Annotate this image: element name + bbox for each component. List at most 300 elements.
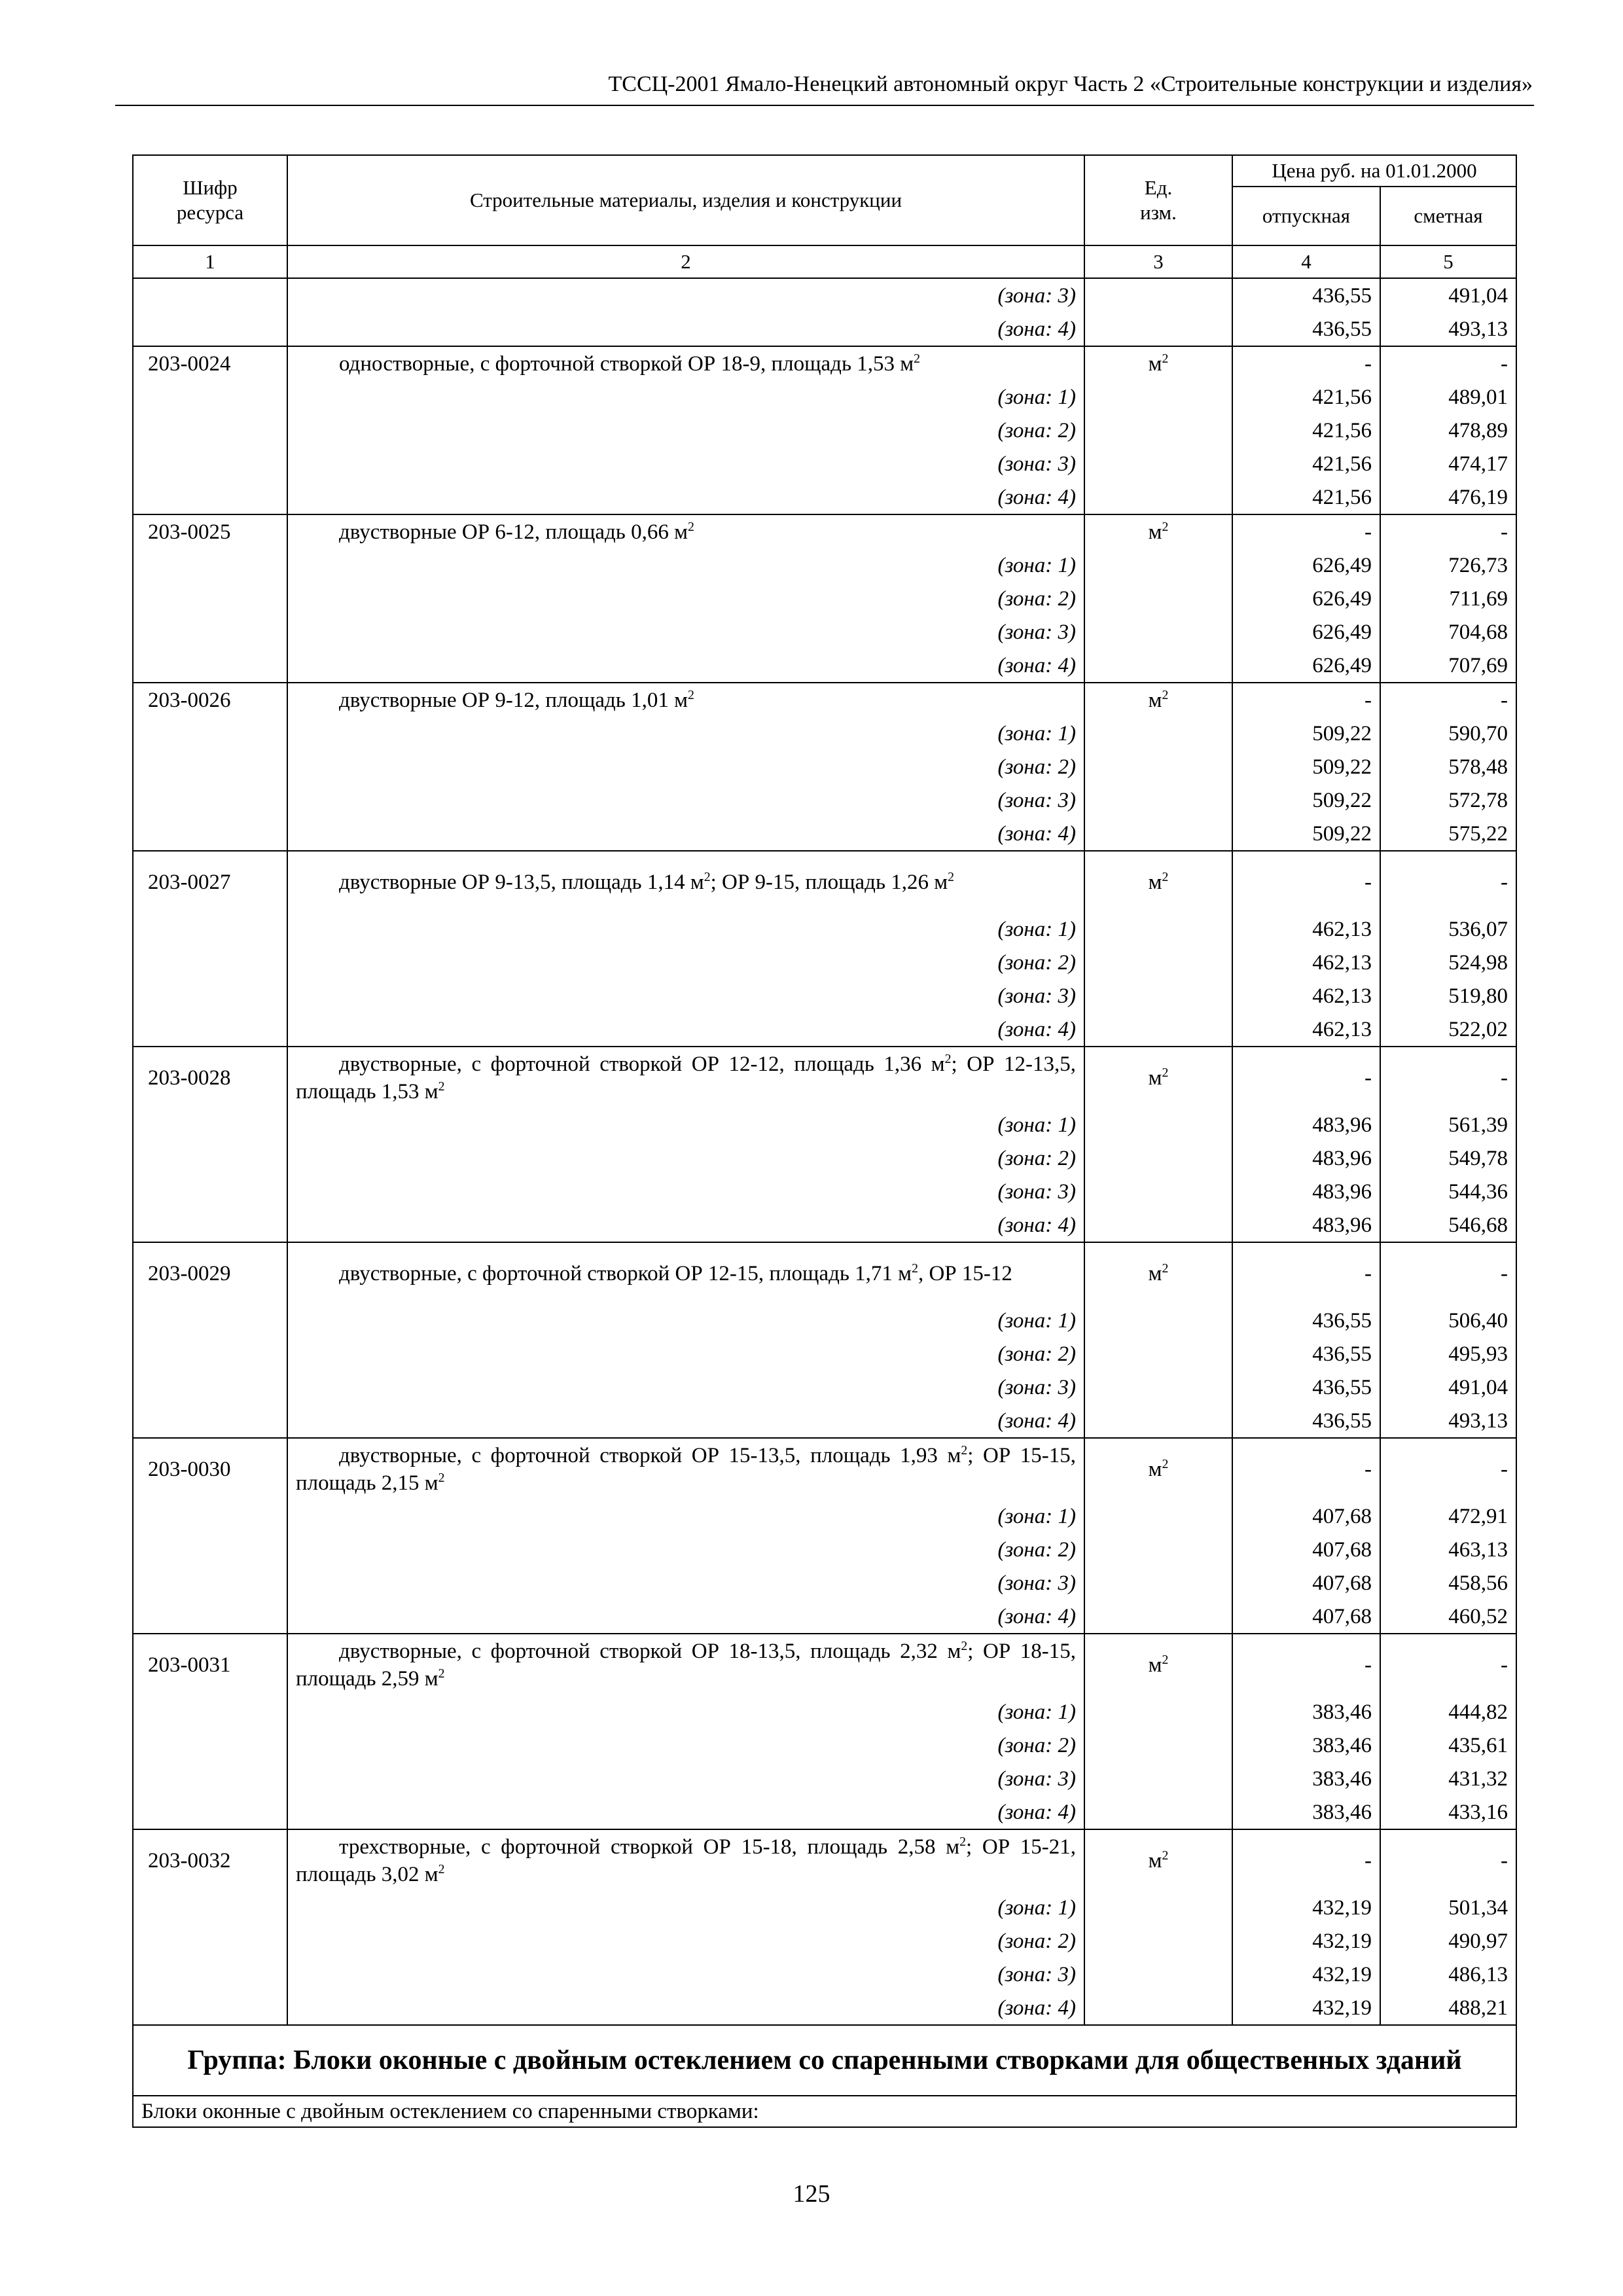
zone-label: (зона: 4) — [287, 1404, 1084, 1438]
release-price: 436,55 — [1232, 1304, 1380, 1337]
estimate-price: 486,13 — [1380, 1958, 1516, 1991]
release-price: - — [1232, 346, 1380, 380]
table-header — [133, 155, 1516, 278]
unit-base: м — [1148, 688, 1162, 712]
zone-row — [133, 1762, 1516, 1795]
superscript: 2 — [914, 351, 921, 366]
zone-row — [133, 1729, 1516, 1762]
column-number: 5 — [1380, 245, 1516, 278]
zone-row — [133, 1566, 1516, 1600]
unit-exponent: 2 — [1162, 1456, 1169, 1471]
release-price: 407,68 — [1232, 1566, 1380, 1600]
estimate-price: 474,17 — [1380, 447, 1516, 480]
table-row — [133, 346, 1516, 380]
zone-label: (зона: 4) — [287, 1208, 1084, 1242]
unit-cell — [1084, 1829, 1232, 1891]
table-row — [133, 851, 1516, 912]
material-description — [287, 1047, 1084, 1108]
unit-cell — [1084, 946, 1232, 979]
code-cell — [133, 1762, 287, 1795]
release-price: 421,56 — [1232, 414, 1380, 447]
group-heading: Группа: Блоки оконные с двойным остеклением со спаренными створками для общественных зданий — [133, 2025, 1516, 2096]
unit-cell — [1084, 1533, 1232, 1566]
zone-label: (зона: 4) — [287, 480, 1084, 514]
zone-row — [133, 912, 1516, 946]
description-text: двустворные, с форточной створкой ОР 18-13,5, площадь 2,32 м — [339, 1639, 961, 1663]
unit-cell — [1084, 1566, 1232, 1600]
unit-base: м — [1148, 1457, 1162, 1481]
release-price: 432,19 — [1232, 1958, 1380, 1991]
release-price: 421,56 — [1232, 380, 1380, 414]
unit-cell — [1084, 683, 1232, 717]
superscript: 2 — [912, 1261, 918, 1276]
unit-cell — [1084, 1924, 1232, 1958]
zone-label: (зона: 2) — [287, 414, 1084, 447]
unit-cell — [1084, 1729, 1232, 1762]
code-cell — [133, 278, 287, 312]
zone-row — [133, 649, 1516, 683]
code-cell — [133, 1533, 287, 1566]
zone-row — [133, 1958, 1516, 1991]
zone-label: (зона: 1) — [287, 380, 1084, 414]
column-number: 2 — [287, 245, 1084, 278]
unit-cell — [1084, 1242, 1232, 1304]
unit-cell — [1084, 278, 1232, 312]
unit-exponent: 2 — [1162, 519, 1169, 534]
zone-label: (зона: 3) — [287, 1762, 1084, 1795]
zone-label: (зона: 2) — [287, 1533, 1084, 1566]
release-price: 407,68 — [1232, 1533, 1380, 1566]
unit-cell — [1084, 1499, 1232, 1533]
release-price: 462,13 — [1232, 979, 1380, 1013]
zone-row — [133, 783, 1516, 817]
estimate-price: 495,93 — [1380, 1337, 1516, 1371]
column-header-code — [133, 155, 287, 245]
code-cell — [133, 1891, 287, 1924]
unit-exponent: 2 — [1162, 869, 1169, 884]
zone-label: (зона: 2) — [287, 1337, 1084, 1371]
unit-cell — [1084, 1371, 1232, 1404]
estimate-price: 590,70 — [1380, 717, 1516, 750]
description-text: ; ОР 15-15, площадь 2,15 м — [296, 1443, 1076, 1495]
unit-base: м — [1148, 870, 1162, 894]
code-cell — [133, 649, 287, 683]
unit-cell — [1084, 1304, 1232, 1337]
resource-code: 203-0032 — [133, 1829, 287, 1891]
unit-cell — [1084, 1695, 1232, 1729]
estimate-price: - — [1380, 683, 1516, 717]
resource-code: 203-0024 — [133, 346, 287, 380]
estimate-price: 433,16 — [1380, 1795, 1516, 1829]
estimate-price: 489,01 — [1380, 380, 1516, 414]
zone-row — [133, 615, 1516, 649]
code-cell — [133, 414, 287, 447]
release-price: - — [1232, 1438, 1380, 1499]
superscript: 2 — [438, 1666, 445, 1681]
zone-row — [133, 979, 1516, 1013]
unit-exponent: 2 — [1162, 687, 1169, 702]
unit-cell — [1084, 1891, 1232, 1924]
unit-cell — [1084, 1958, 1232, 1991]
code-cell — [133, 1141, 287, 1175]
unit-cell — [1084, 783, 1232, 817]
superscript: 2 — [959, 1834, 966, 1849]
code-header-line2: ресурса — [176, 201, 244, 224]
code-cell — [133, 1499, 287, 1533]
resource-code: 203-0030 — [133, 1438, 287, 1499]
estimate-price: 524,98 — [1380, 946, 1516, 979]
estimate-price: 460,52 — [1380, 1600, 1516, 1634]
zone-label: (зона: 2) — [287, 946, 1084, 979]
zone-label: (зона: 1) — [287, 1499, 1084, 1533]
estimate-price: 493,13 — [1380, 1404, 1516, 1438]
code-cell — [133, 582, 287, 615]
superscript: 2 — [687, 687, 694, 702]
unit-cell — [1084, 1108, 1232, 1141]
unit-cell — [1084, 1438, 1232, 1499]
code-cell — [133, 1304, 287, 1337]
running-header: ТССЦ-2001 Ямало-Ненецкий автономный округ Часть 2 «Строительные конструкции и изделия» — [608, 72, 1533, 96]
material-description — [287, 1634, 1084, 1695]
unit-cell — [1084, 414, 1232, 447]
group-subheading: Блоки оконные с двойным остеклением со спаренными створками: — [133, 2096, 1516, 2127]
unit-cell — [1084, 1208, 1232, 1242]
release-price: 509,22 — [1232, 783, 1380, 817]
zone-row — [133, 380, 1516, 414]
resource-code: 203-0028 — [133, 1047, 287, 1108]
zone-row — [133, 1013, 1516, 1047]
release-price: 626,49 — [1232, 615, 1380, 649]
table-row — [133, 1438, 1516, 1499]
estimate-price: 501,34 — [1380, 1891, 1516, 1924]
unit-cell — [1084, 1404, 1232, 1438]
zone-label: (зона: 3) — [287, 615, 1084, 649]
header-divider — [115, 105, 1534, 106]
code-cell — [133, 1208, 287, 1242]
zone-row — [133, 750, 1516, 783]
zone-row — [133, 1337, 1516, 1371]
superscript: 2 — [961, 1638, 968, 1653]
unit-exponent: 2 — [1162, 1261, 1169, 1276]
release-price: 383,46 — [1232, 1729, 1380, 1762]
superscript: 2 — [438, 1861, 445, 1876]
unit-cell — [1084, 851, 1232, 912]
zone-label: (зона: 1) — [287, 548, 1084, 582]
superscript: 2 — [438, 1079, 445, 1094]
unit-exponent: 2 — [1162, 1065, 1169, 1080]
code-cell — [133, 1729, 287, 1762]
material-description — [287, 514, 1084, 548]
release-price: 436,55 — [1232, 1404, 1380, 1438]
zone-label: (зона: 4) — [287, 1991, 1084, 2025]
estimate-price: 572,78 — [1380, 783, 1516, 817]
unit-exponent: 2 — [1162, 1652, 1169, 1667]
estimate-price: 711,69 — [1380, 582, 1516, 615]
description-text: одностворные, с форточной створкой ОР 18-9, площадь 1,53 м — [339, 351, 914, 376]
release-price: - — [1232, 1242, 1380, 1304]
code-cell — [133, 817, 287, 851]
column-number: 3 — [1084, 245, 1232, 278]
estimate-price: - — [1380, 514, 1516, 548]
zone-row — [133, 447, 1516, 480]
table-row — [133, 1829, 1516, 1891]
zone-row — [133, 717, 1516, 750]
estimate-price: - — [1380, 1634, 1516, 1695]
column-header-materials: Строительные материалы, изделия и конструкции — [287, 155, 1084, 245]
unit-cell — [1084, 1141, 1232, 1175]
code-cell — [133, 447, 287, 480]
code-cell — [133, 717, 287, 750]
description-text: двустворные ОР 9-12, площадь 1,01 м — [339, 688, 688, 712]
material-description — [287, 1242, 1084, 1304]
unit-cell — [1084, 1795, 1232, 1829]
release-price: 421,56 — [1232, 447, 1380, 480]
release-price: 407,68 — [1232, 1600, 1380, 1634]
unit-cell — [1084, 1047, 1232, 1108]
release-price: 509,22 — [1232, 750, 1380, 783]
release-price: 407,68 — [1232, 1499, 1380, 1533]
zone-label: (зона: 4) — [287, 1013, 1084, 1047]
material-description — [287, 851, 1084, 912]
zone-label: (зона: 4) — [287, 1795, 1084, 1829]
material-description — [287, 346, 1084, 380]
unit-cell — [1084, 817, 1232, 851]
estimate-price: 519,80 — [1380, 979, 1516, 1013]
release-price: 421,56 — [1232, 480, 1380, 514]
estimate-price: 549,78 — [1380, 1141, 1516, 1175]
zone-label: (зона: 3) — [287, 1566, 1084, 1600]
estimate-price: 544,36 — [1380, 1175, 1516, 1208]
superscript: 2 — [948, 869, 955, 884]
unit-base: м — [1148, 520, 1162, 544]
zone-row — [133, 1208, 1516, 1242]
estimate-price: 491,04 — [1380, 278, 1516, 312]
zone-label: (зона: 2) — [287, 1141, 1084, 1175]
release-price: 483,96 — [1232, 1175, 1380, 1208]
zone-row — [133, 946, 1516, 979]
estimate-price: 522,02 — [1380, 1013, 1516, 1047]
estimate-price: 704,68 — [1380, 615, 1516, 649]
zone-row — [133, 414, 1516, 447]
zone-label: (зона: 1) — [287, 1891, 1084, 1924]
release-price: 436,55 — [1232, 1337, 1380, 1371]
resource-code: 203-0025 — [133, 514, 287, 548]
zone-label: (зона: 1) — [287, 1695, 1084, 1729]
unit-cell — [1084, 1013, 1232, 1047]
estimate-price: 707,69 — [1380, 649, 1516, 683]
zone-row — [133, 582, 1516, 615]
code-cell — [133, 1337, 287, 1371]
release-price: 383,46 — [1232, 1795, 1380, 1829]
description-text: , ОР 15-12 — [918, 1261, 1012, 1285]
estimate-price: 431,32 — [1380, 1762, 1516, 1795]
description-text: двустворные ОР 6-12, площадь 0,66 м — [339, 520, 688, 544]
code-cell — [133, 946, 287, 979]
zone-row — [133, 1371, 1516, 1404]
description-text: ; ОР 12-13,5, площадь 1,53 м — [296, 1052, 1076, 1103]
zone-label: (зона: 3) — [287, 278, 1084, 312]
unit-cell — [1084, 750, 1232, 783]
zone-label: (зона: 4) — [287, 1600, 1084, 1634]
unit-cell — [1084, 582, 1232, 615]
release-price: 509,22 — [1232, 717, 1380, 750]
release-price: 436,55 — [1232, 312, 1380, 346]
estimate-price: 476,19 — [1380, 480, 1516, 514]
unit-cell — [1084, 615, 1232, 649]
zone-row — [133, 1499, 1516, 1533]
column-header-estimate-price: сметная — [1380, 187, 1516, 245]
estimate-price: 491,04 — [1380, 1371, 1516, 1404]
zone-label: (зона: 3) — [287, 783, 1084, 817]
estimate-price: - — [1380, 346, 1516, 380]
unit-cell — [1084, 912, 1232, 946]
unit-cell — [1084, 380, 1232, 414]
code-cell — [133, 1600, 287, 1634]
unit-cell — [1084, 346, 1232, 380]
material-description — [287, 1829, 1084, 1891]
code-cell — [133, 1566, 287, 1600]
code-cell — [133, 1108, 287, 1141]
unit-cell — [1084, 1991, 1232, 2025]
table-row — [133, 683, 1516, 717]
column-number: 4 — [1232, 245, 1380, 278]
zone-label: (зона: 1) — [287, 717, 1084, 750]
unit-cell — [1084, 717, 1232, 750]
release-price: 483,96 — [1232, 1208, 1380, 1242]
estimate-price: - — [1380, 1829, 1516, 1891]
release-price: - — [1232, 683, 1380, 717]
code-cell — [133, 1695, 287, 1729]
unit-exponent: 2 — [1162, 1848, 1169, 1863]
unit-cell — [1084, 1600, 1232, 1634]
estimate-price: 472,91 — [1380, 1499, 1516, 1533]
estimate-price: 463,13 — [1380, 1533, 1516, 1566]
release-price: 383,46 — [1232, 1695, 1380, 1729]
release-price: - — [1232, 851, 1380, 912]
estimate-price: 578,48 — [1380, 750, 1516, 783]
zone-label: (зона: 1) — [287, 1304, 1084, 1337]
description-text: ; ОР 18-15, площадь 2,59 м — [296, 1639, 1076, 1691]
code-cell — [133, 912, 287, 946]
unit-cell — [1084, 649, 1232, 683]
zone-label: (зона: 3) — [287, 1371, 1084, 1404]
carryover-row — [133, 278, 1516, 312]
column-header-release-price: отпускная — [1232, 187, 1380, 245]
unit-base: м — [1148, 1066, 1162, 1090]
description-text: ; ОР 15-21, площадь 3,02 м — [296, 1835, 1076, 1886]
release-price: 483,96 — [1232, 1108, 1380, 1141]
unit-cell — [1084, 480, 1232, 514]
zone-row — [133, 1924, 1516, 1958]
zone-row — [133, 480, 1516, 514]
release-price: 383,46 — [1232, 1762, 1380, 1795]
zone-row — [133, 1600, 1516, 1634]
release-price: 483,96 — [1232, 1141, 1380, 1175]
code-cell — [133, 312, 287, 346]
estimate-price: - — [1380, 851, 1516, 912]
unit-cell — [1084, 548, 1232, 582]
zone-label: (зона: 3) — [287, 979, 1084, 1013]
estimate-price: 726,73 — [1380, 548, 1516, 582]
superscript: 2 — [944, 1051, 952, 1066]
code-cell — [133, 380, 287, 414]
zone-row — [133, 1891, 1516, 1924]
code-cell — [133, 480, 287, 514]
unit-exponent: 2 — [1162, 351, 1169, 366]
code-cell — [133, 1013, 287, 1047]
estimate-price: 546,68 — [1380, 1208, 1516, 1242]
code-cell — [133, 1795, 287, 1829]
zone-label: (зона: 3) — [287, 1175, 1084, 1208]
estimate-price: - — [1380, 1242, 1516, 1304]
zone-label: (зона: 4) — [287, 312, 1084, 346]
column-number-row — [133, 245, 1516, 278]
estimate-price: - — [1380, 1438, 1516, 1499]
zone-label: (зона: 1) — [287, 912, 1084, 946]
code-cell — [133, 783, 287, 817]
code-cell — [133, 750, 287, 783]
release-price: 432,19 — [1232, 1891, 1380, 1924]
estimate-price: 506,40 — [1380, 1304, 1516, 1337]
table-row — [133, 1242, 1516, 1304]
resource-code: 203-0027 — [133, 851, 287, 912]
superscript: 2 — [961, 1443, 968, 1458]
price-table — [132, 154, 1517, 2128]
zone-label: (зона: 4) — [287, 817, 1084, 851]
code-cell — [133, 1991, 287, 2025]
unit-base: м — [1148, 1848, 1162, 1873]
release-price: 436,55 — [1232, 278, 1380, 312]
release-price: - — [1232, 514, 1380, 548]
zone-row — [133, 1175, 1516, 1208]
estimate-price: 478,89 — [1380, 414, 1516, 447]
unit-header-line2: изм. — [1140, 201, 1177, 224]
estimate-price: 435,61 — [1380, 1729, 1516, 1762]
page-number: 125 — [793, 2180, 830, 2208]
code-cell — [133, 548, 287, 582]
description-text: ; ОР 9-15, площадь 1,26 м — [710, 870, 948, 894]
superscript: 2 — [704, 869, 711, 884]
code-cell — [133, 1371, 287, 1404]
unit-base: м — [1148, 1261, 1162, 1285]
release-price: - — [1232, 1829, 1380, 1891]
code-cell — [133, 1175, 287, 1208]
release-price: 432,19 — [1232, 1991, 1380, 2025]
material-description — [287, 683, 1084, 717]
zone-label: (зона: 2) — [287, 1924, 1084, 1958]
column-header-price: Цена руб. на 01.01.2000 — [1232, 155, 1516, 187]
superscript: 2 — [438, 1470, 445, 1485]
unit-cell — [1084, 447, 1232, 480]
release-price: 462,13 — [1232, 912, 1380, 946]
code-cell — [133, 1404, 287, 1438]
zone-label: (зона: 2) — [287, 750, 1084, 783]
release-price: 462,13 — [1232, 1013, 1380, 1047]
carryover-row — [133, 312, 1516, 346]
group-section — [133, 2025, 1516, 2127]
release-price: 436,55 — [1232, 1371, 1380, 1404]
estimate-price: 575,22 — [1380, 817, 1516, 851]
estimate-price: 488,21 — [1380, 1991, 1516, 2025]
unit-base: м — [1148, 351, 1162, 376]
code-cell — [133, 615, 287, 649]
material-description — [287, 1438, 1084, 1499]
superscript: 2 — [687, 519, 694, 534]
zone-row — [133, 1304, 1516, 1337]
zone-label: (зона: 2) — [287, 582, 1084, 615]
column-header-unit — [1084, 155, 1232, 245]
table-body — [133, 278, 1516, 2025]
